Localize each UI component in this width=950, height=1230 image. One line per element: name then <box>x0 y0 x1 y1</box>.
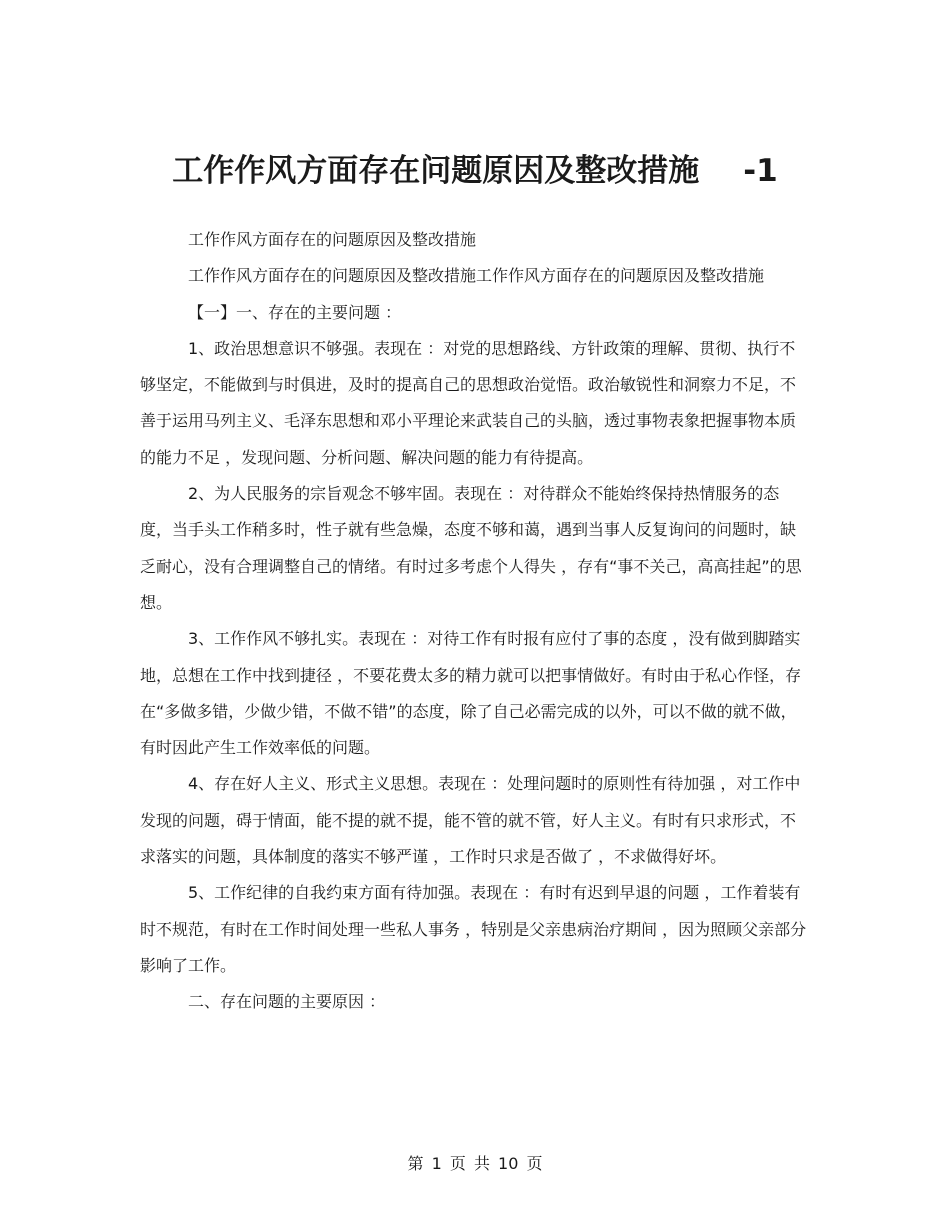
paragraph-item-4: 4、存在好人主义、形式主义思想。表现在 ：处理问题时的原则性有待加强 ，对工作中发现的问题，碍于情面，能不提的就不提，能不管的就不管，好人主义。有时有只求形式，不求落实的问题，具体制度的落实不够严谨 ，工作时只求是否做了 ，不求做得好坏。 <box>140 774 801 867</box>
paragraph-item-2: 2、为人民服务的宗旨观念不够牢固。表现在 ：对待群众不能始终保持热情服务的态度，当手头工作稍多时，性子就有些急燥，态度不够和蔼，遇到当事人反复询问的问题时，缺乏耐心，没有合理调整自己的情绪。有时过多考虑个人得失 ，存有“事不关己，高高挂起”的思想。 <box>140 484 802 612</box>
document-body <box>140 222 810 1021</box>
paragraph-item-5: 5、工作纪律的自我约束方面有待加强。表现在 ：有时有迟到早退的问题 ，工作着装有时不规范，有时在工作时间处理一些私人事务 ，特别是父亲患病治疗期间 ，因为照顾父亲部分影响了工作。 <box>140 883 807 975</box>
section-heading-causes: 二、存在问题的主要原因 ： <box>188 992 386 1012</box>
paragraph-subtitle: 工作作风方面存在的问题原因及整改措施 <box>188 230 477 249</box>
page-footer: 第 1 页 共 10 页 <box>407 1154 543 1173</box>
title-suffix: -1 <box>743 152 778 189</box>
title-text: 工作作风方面存在问题原因及整改措施 <box>172 152 700 189</box>
section-heading-problems: 【一】一、存在的主要问题 ： <box>188 302 402 322</box>
document-title <box>0 149 950 193</box>
paragraph-intro: 工作作风方面存在的问题原因及整改措施工作作风方面存在的问题原因及整改措施 <box>188 266 765 286</box>
paragraph-item-3: 3、工作作风不够扎实。表现在 ：对待工作有时报有应付了事的态度 ，没有做到脚踏实地，总想在工作中找到捷径 ，不要花费太多的精力就可以把事情做好。有时由于私心作怪，存在“多做多错，少做少错，不做不错”的态度，除了自己必需完成的以外，可以不做的就不做，有时因此产生工作效率低的问题。 <box>140 629 802 758</box>
paragraph-item-1: 1、政治思想意识不够强。表现在 ：对党的思想路线、方针政策的理解、贯彻、执行不够坚定，不能做到与时俱进，及时的提高自己的思想政治觉悟。政治敏锐性和洞察力不足，不善于运用马列主义、毛泽东思想和邓小平理论来武装自己的头脑，透过事物表象把握事物本质的能力不足 ，发现问题、分析问题、解决问题的能力有待提高。 <box>140 338 797 467</box>
